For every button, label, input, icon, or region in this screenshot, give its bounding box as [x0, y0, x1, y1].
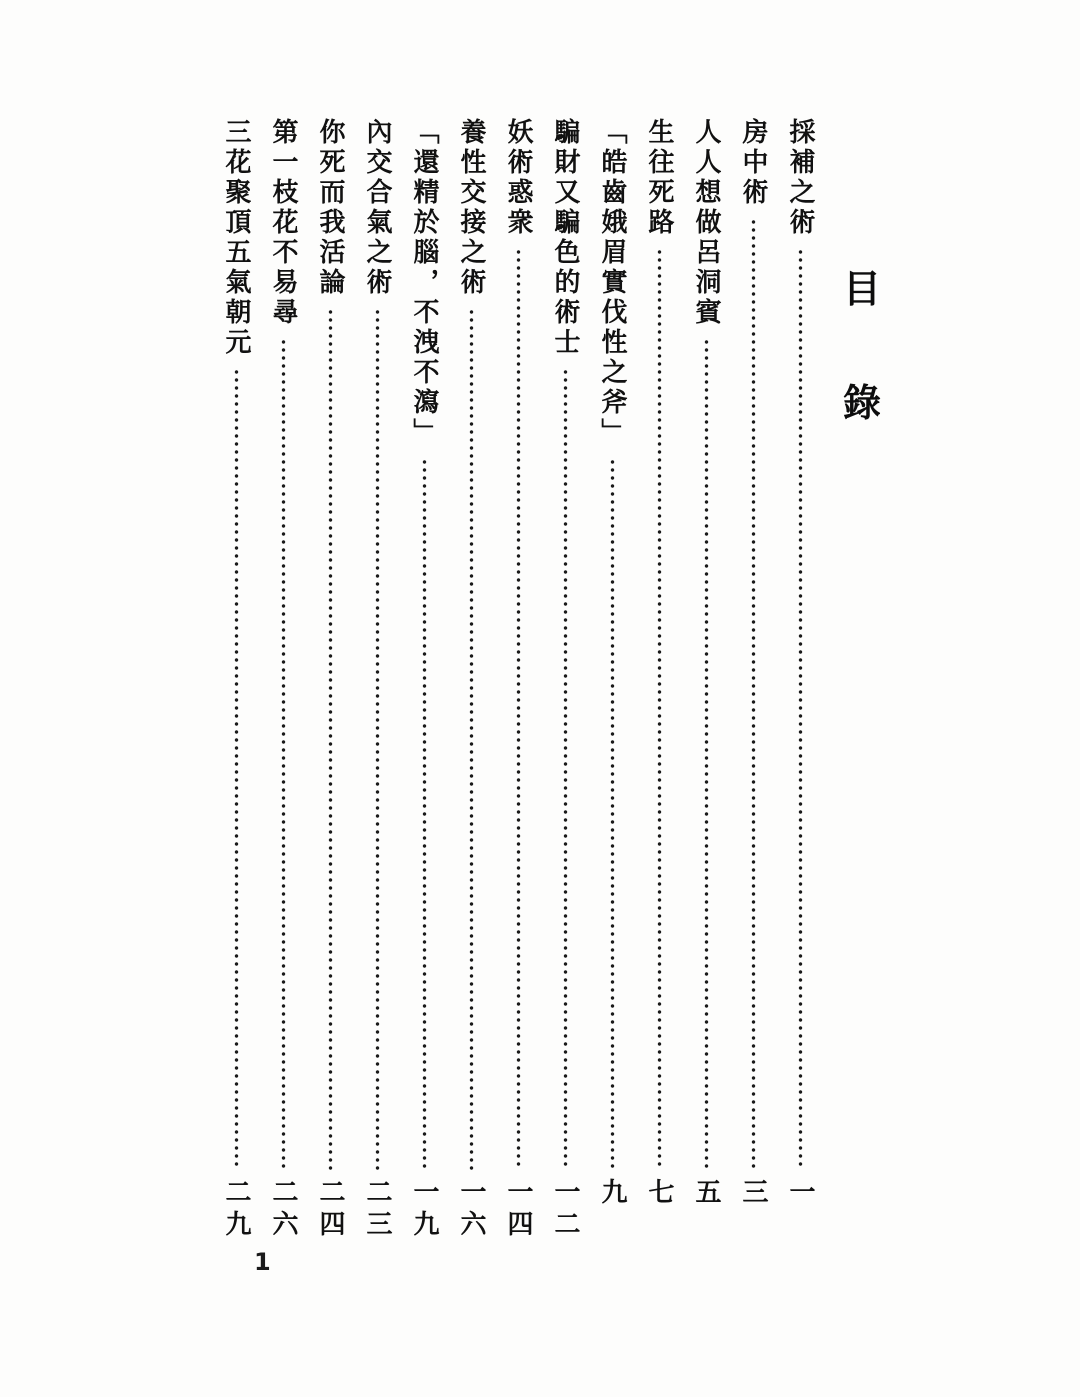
- toc-leader-dots: [375, 308, 380, 1170]
- page-number: 1: [254, 1248, 271, 1276]
- toc-entry: [778, 118, 822, 1238]
- toc-entry-page: 一: [785, 1178, 815, 1210]
- toc-entry: [684, 118, 728, 1238]
- toc-entry-page: 一九: [409, 1178, 439, 1242]
- toc-entry-title: 採補之術: [785, 118, 815, 238]
- toc-entry: [496, 118, 540, 1242]
- toc-entry-title: 你死而我活論: [315, 118, 345, 298]
- toc-entry-page: 二三: [362, 1178, 392, 1242]
- toc-leader-dots: [281, 338, 286, 1170]
- toc-entry-title: 人人想做呂洞賓: [691, 118, 721, 328]
- toc-entry-title: 三花聚頂五氣朝元: [221, 118, 251, 358]
- toc-entry: [590, 118, 634, 1238]
- toc-entry-page: 二六: [268, 1178, 298, 1242]
- toc-heading-char-2: 錄: [842, 380, 881, 425]
- toc-entry: [731, 118, 775, 1238]
- toc-entry-page: 一二: [550, 1178, 580, 1242]
- toc-entry-page: 二四: [315, 1178, 345, 1242]
- toc-entry-title: 「還精於腦，不洩不瀉」: [409, 118, 439, 448]
- toc-entry-page: 五: [691, 1178, 721, 1210]
- toc-entry: [402, 118, 446, 1242]
- toc-entry: [449, 118, 493, 1242]
- toc-leader-dots: [422, 458, 427, 1170]
- toc-entry-page: 一六: [456, 1178, 486, 1242]
- toc-leader-dots: [234, 368, 239, 1170]
- toc-leader-dots: [610, 458, 615, 1170]
- toc-entry: [214, 118, 258, 1242]
- toc-entry-title: 養性交接之術: [456, 118, 486, 298]
- toc-entry: [543, 118, 587, 1242]
- toc-entry-title: 房中術: [738, 118, 768, 208]
- toc-entry: [261, 118, 305, 1242]
- toc-entry: [355, 118, 399, 1242]
- toc-entry-title: 生往死路: [644, 118, 674, 238]
- toc-entry-title: 內交合氣之術: [362, 118, 392, 298]
- toc-entry-page: 三: [738, 1178, 768, 1210]
- toc-leader-dots: [516, 248, 521, 1170]
- toc-entry-page: 二九: [221, 1178, 251, 1242]
- toc-entry-page: 七: [644, 1178, 674, 1210]
- toc-entry: [308, 118, 352, 1242]
- toc-leader-dots: [469, 308, 474, 1170]
- toc-entry-page: 九: [597, 1178, 627, 1210]
- toc-heading-char-1: 目: [842, 266, 881, 311]
- toc-entry-title: 妖術惑衆: [503, 118, 533, 238]
- toc-entry-title: 「皓齒娥眉實伐性之斧」: [597, 118, 627, 448]
- toc-entry-title: 騙財又騙色的術士: [550, 118, 580, 358]
- toc-leader-dots: [563, 368, 568, 1170]
- toc-entry-title: 第一枝花不易尋: [268, 118, 298, 328]
- toc-leader-dots: [657, 248, 662, 1170]
- toc-leader-dots: [798, 248, 803, 1170]
- toc-entry: [637, 118, 681, 1238]
- toc-entry-page: 一四: [503, 1178, 533, 1242]
- toc-leader-dots: [704, 338, 709, 1170]
- toc-leader-dots: [328, 308, 333, 1170]
- toc-leader-dots: [751, 218, 756, 1170]
